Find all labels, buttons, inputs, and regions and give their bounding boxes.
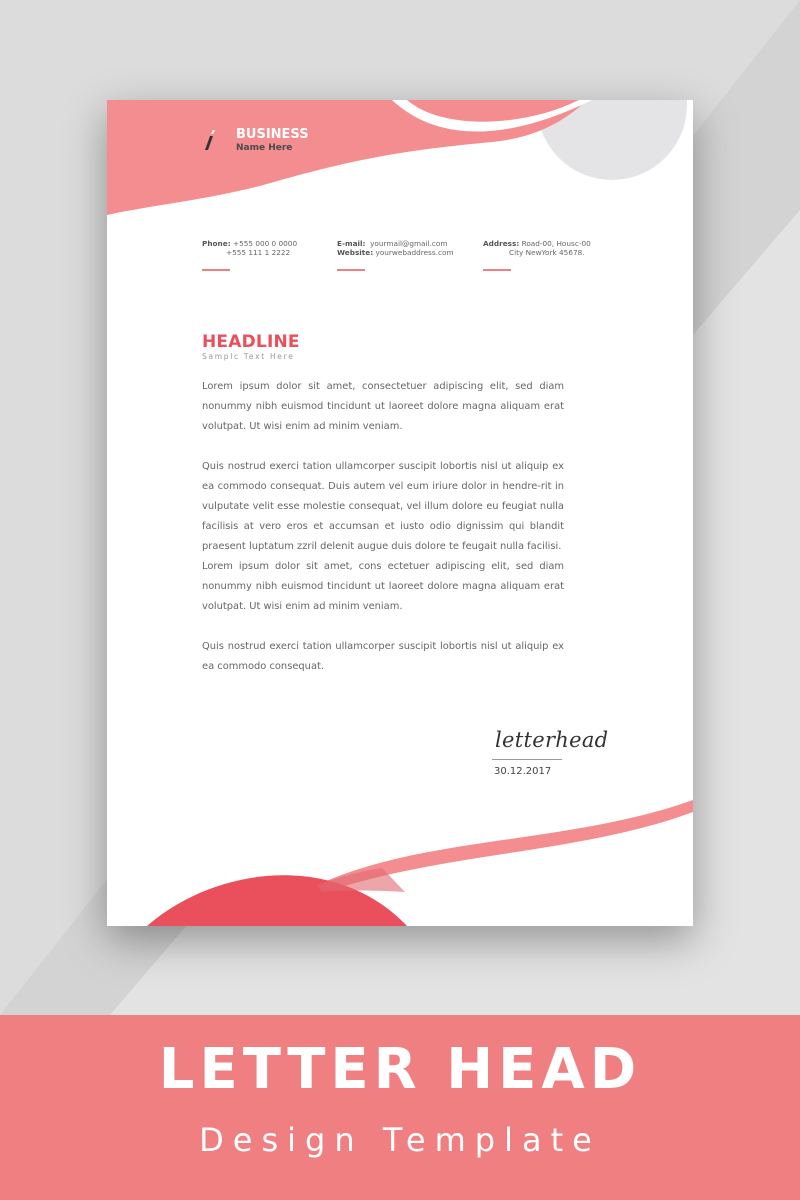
letter-date: 30.12.2017 [494, 766, 552, 777]
paragraph-3: Lorem ipsum dolor sit amet, cons ectetuer adipiscing elit, sed diam nonummy nibh euismod tincidunt ut laoreet dolore magna aliquam erat volutpat. Ut wisi enim ad minim veniam. [202, 561, 564, 612]
email-underline [337, 269, 365, 271]
phone-label: Phone: [202, 239, 231, 248]
header-pink-wave [107, 100, 587, 215]
brand-logo-icon [202, 130, 218, 150]
phone-underline [202, 269, 230, 271]
email-label: E-mail: [337, 239, 366, 248]
address-underline [483, 269, 511, 271]
brand-tagline: Name Here [236, 143, 293, 153]
signature-line [492, 759, 562, 760]
contact-email [337, 239, 454, 257]
address-line-2: City NewYork 45678. [509, 248, 585, 257]
banner-title: LETTER HEAD [158, 1037, 642, 1102]
letterhead-paper [107, 100, 693, 926]
address-line-1: Road-00, Housc-00 [521, 239, 591, 248]
letter-body [202, 377, 564, 677]
signature: letterhead [495, 728, 609, 752]
website-value: yourwebaddress.com [375, 248, 454, 257]
subheadline: Samplc Text Here [202, 352, 295, 361]
website-label: Website: [337, 248, 374, 257]
paragraph-4: Quis nostrud exerci tation ullamcorper suscipit lobortis nisl ut aliquip ex ea commodo consequat. [202, 641, 564, 672]
phone-number-1: +555 000 0 0000 [232, 239, 298, 248]
email-value: yourmail@gmail.com [370, 239, 448, 248]
brand-name: BUSINESS [236, 127, 309, 142]
paragraph-1: Lorem ipsum dolor sit amet, consectetuer adipiscing elit, sed diam nonummy nibh euismod tincidunt ut laoreet dolore magna aliquam erat volutpat. Ut wisi enim ad minim veniam. [202, 381, 564, 432]
contact-phone [202, 239, 297, 257]
contact-address [483, 239, 591, 257]
banner-subtitle: Design Template [199, 1121, 601, 1159]
phone-number-2: +555 111 1 2222 [226, 248, 291, 257]
title-banner [0, 1015, 800, 1200]
address-label: Address: [483, 239, 520, 248]
headline: HEADLINE [202, 332, 300, 352]
paragraph-2: Quis nostrud exerci tation ullamcorper suscipit lobortis nisl ut aliquip ex ea commodo consequat. Duis autem vel eum iriure dolor in hendre-rit in vulputate velit esse molestie consequat, vel illum dolore eu feugiat nulla facilisis at vero eros et accumsan et iusto odio dignissim qui blandit praesent luptatum zzril delenit augue duis dolore te feugait nulla facilisi. [202, 461, 564, 552]
